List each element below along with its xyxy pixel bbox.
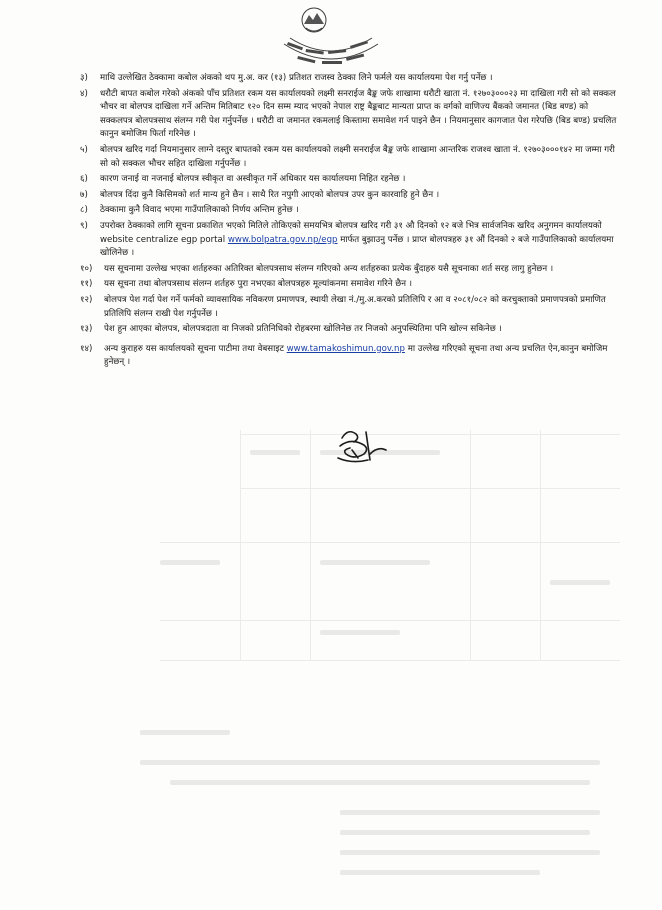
item-text: कारण जनाई वा नजनाई बोलपत्र स्वीकृत वा अस्वीकृत गर्ने अधिकार यस कार्यालयमा निहित रहनेछ । [100, 174, 406, 185]
reverse-side-bleed [140, 430, 640, 900]
item-number: १०) [80, 263, 93, 274]
item-text-after: मा उल्लेख गरिएको सूचना तथा अन्य प्रचलित ऐन,कानुन बमोजिम हुनेछन् । [104, 343, 608, 368]
item-text-before: उपरोक्त ठेक्काको लागि सूचना प्रकाशित भएको मितिले तोकिएको समयभित्र बोलपत्र खरिद गरी ३१ औ दिनको १२ बजे भित्र सार्वजनिक खरिद अनुगमन कार्यालयको website centralize egp portal [100, 220, 602, 245]
condition-10 [80, 263, 620, 277]
item-text: धरौटी बापत कबोल गरेको अंकको पाँच प्रतिशत रकम यस कार्यालयको लक्ष्मी सनराईज बैङ्क जफे शाखामा धरौटी खाता नं. १२७०३०००२३ मा दाखिला गरी सो को सक्कल भौचर वा बोलपत्र दाखिला गर्ने अन्तिम मितिबाट १२० दिन सम्म म्याद भएको नेपाल राष्ट्र बैङ्कबाट मान्यता प्राप्त क वर्गको वाणिज्य बैंकको जमानत (बिड बण्ड) को सक्कलपत्र बोलपत्रसाथ संलग्न गरी पेश गर्नुपर्नेछ । धरौटी वा जमानत रकमलाई किस्तामा समावेश गर्न पाइने छैन । नियमानुसार कागजात पेश गरेपछि (बिड बण्ड) प्रचलित कानुन बमोजिम फिर्ता गरिनेछ । [100, 88, 617, 140]
item-text: बोलपत्र खरिद गर्दा नियमानुसार लाग्ने दस्तुर बापतको रकम यस कार्यालयको लक्ष्मी सनराईज बैङ्क जफे शाखामा आन्तरिक राजश्व खाता नं. १२७०३०००१४२ मा जम्मा गरी सो को सक्कल भौचर सहित दाखिला गर्नुपर्नेछ । [100, 144, 615, 169]
item-text-before: अन्य कुराहरु यस कार्यालयको सूचना पाटीमा तथा वेबसाइट [104, 343, 284, 354]
condition-14 [80, 343, 620, 370]
item-number: ९) [80, 220, 88, 231]
office-seal [276, 4, 386, 74]
condition-11 [80, 278, 620, 292]
signature [332, 424, 388, 468]
condition-13 [80, 323, 620, 337]
item-text: ठेक्कामा कुनै विवाद भएमा गाउँपालिकाको निर्णय अन्तिम हुनेछ । [100, 205, 299, 216]
item-number: ४) [80, 88, 88, 99]
item-text: माथि उल्लेखित ठेक्कामा कबोल अंकको थप मु.अ. कर (१३) प्रतिशत राजस्व ठेक्का लिने फर्मले यस कार्यालयमा पेश गर्नु पर्नेछ । [100, 73, 493, 83]
condition-6 [80, 173, 620, 187]
condition-9 [80, 220, 620, 261]
item-text: यस सूचना तथा बोलपत्रसाथ संलग्न शर्तहरु पुरा नभएका बोलपत्रहरु मूल्यांकनमा समावेश गरिने छैन । [104, 279, 413, 290]
bolpatra-link[interactable]: www.bolpatra.gov.np/egp [227, 234, 338, 245]
condition-4 [80, 88, 620, 142]
condition-7 [80, 189, 620, 203]
item-text-after: मार्फत बुझाउनु पर्नेछ । प्राप्त बोलपत्रहरु ३१ औं दिनको २ बजे गाउँपालिकाको कार्यालयमा खोलिनेछ । [100, 234, 614, 259]
condition-8 [80, 204, 620, 218]
item-number: १२) [80, 294, 93, 305]
item-number: ३) [80, 73, 88, 83]
condition-12 [80, 294, 620, 321]
item-number: ११) [80, 279, 93, 290]
item-number: ८) [80, 205, 88, 216]
item-text: बोलपत्र दिंदा कुनै किसिमको शर्त मान्य हुने छैन । साथै रित नपुगी आएको बोलपत्र उपर कुन कारवाहि हुने छैन । [100, 189, 440, 200]
item-number: १३) [80, 324, 93, 335]
tamakoshi-website-link[interactable]: www.tamakoshimun.gov.np [286, 343, 405, 354]
item-number: १४) [80, 343, 93, 354]
item-text: बोलपत्र पेश गर्दा पेश गर्ने फर्मको व्यावसायिक नविकरण प्रमाणपत्र, स्थायी लेखा नं./मु.अ.करको प्रतिलिपि र आ व २०८१/०८२ को करचुक्ताको प्रमाणपत्रको प्रमाणित प्रतिलिपि संलग्न राखी पेश गर्नुपर्नेछ । [104, 294, 606, 319]
item-number: ७) [80, 189, 88, 200]
notice-conditions [80, 72, 620, 372]
item-number: ५) [80, 144, 88, 155]
condition-3 [80, 72, 620, 86]
condition-5 [80, 144, 620, 171]
item-text: यस सूचनामा उल्लेख भएका शर्तहरुका अतिरिक्त बोलपत्रसाथ संलग्न गरिएको अन्य शर्तहरुका प्रत्येक बुँदाहरु यसै सूचनाका शर्त सरह लागु हुनेछन । [104, 263, 554, 274]
item-text: पेश हुन आएका बोलपत्र, बोलपत्रदाता वा निजको प्रतिनिधिको रोहबरमा खोलिनेछ तर निजको अनुपस्थितिमा पनि खोल्न सकिनेछ । [104, 324, 502, 335]
item-number: ६) [80, 174, 88, 185]
